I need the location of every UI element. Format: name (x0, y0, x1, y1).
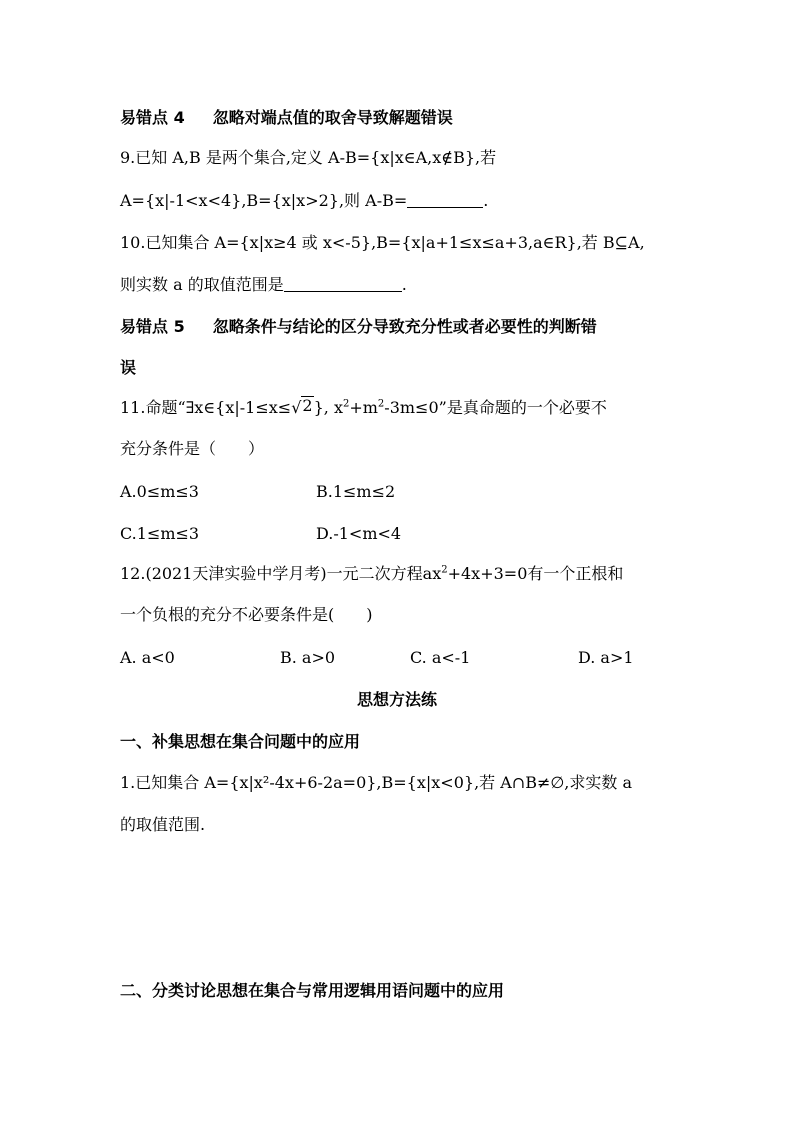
section-heading-5 (120, 315, 597, 339)
question-text: A={x|-1<x<4},B={x|x>2},则 A-B= (120, 191, 408, 210)
section-heading-5-cont: 误 (120, 358, 137, 377)
part-1-question-1-line-1: 1.已知集合 A={x|x²-4x+6-2a=0},B={x|x<0},若 A∩B≠∅,求实数 a (120, 773, 633, 792)
part-1-heading: 一、补集思想在集合问题中的应用 (120, 732, 361, 751)
question-9-line-1: 9.已知 A,B 是两个集合,定义 A-B={x|x∈A,x∉B},若 (120, 148, 497, 167)
section-title: 忽略对端点值的取舍导致解题错误 (212, 108, 453, 127)
section-label: 易错点 4 (120, 108, 185, 127)
question-12-line-2: 一个负根的充分不必要条件是( ) (120, 605, 373, 624)
question-12-line-1: 12.(2021天津实验中学月考)一元二次方程$ax^2+4x+3=0$有一个正根和 (120, 564, 624, 583)
option-c[interactable]: C. a<-1 (410, 648, 471, 667)
question-10-line-1: 10.已知集合 A={x|x≥4 或 x<-5},B={x|a+1≤x≤a+3,a∈R},若 B⊆A, (120, 233, 645, 252)
answer-blank[interactable] (407, 191, 483, 208)
question-10-line-2: 则实数 a 的取值范围是 . (120, 275, 407, 294)
sqrt-expression: √ 2 (291, 396, 313, 417)
question-11-line-2: 充分条件是（ ） (120, 439, 265, 458)
option-a[interactable]: A.0≤m≤3 (120, 482, 199, 501)
answer-blank[interactable] (284, 275, 402, 292)
question-text: 则实数 a 的取值范围是 (120, 275, 284, 294)
option-b[interactable]: B.1≤m≤2 (316, 482, 396, 501)
option-a[interactable]: A. a<0 (120, 648, 175, 667)
option-d[interactable]: D.-1<m<4 (316, 524, 402, 543)
part-2-heading: 二、分类讨论思想在集合与常用逻辑用语问题中的应用 (120, 981, 505, 1000)
part-1-question-1-line-2: 的取值范围. (120, 815, 206, 834)
method-practice-heading: 思想方法练 (356, 690, 437, 709)
option-c[interactable]: C.1≤m≤3 (120, 524, 200, 543)
section-heading-4 (120, 106, 453, 130)
section-label: 易错点 5 (120, 317, 185, 336)
section-title: 忽略条件与结论的区分导致充分性或者必要性的判断错 (212, 317, 597, 336)
question-11-line-1: 11.命题“∃x∈{x|-1≤x≤ √ 2 }, $x^2+m^2-3m\le 0$”是真命题的一个必要不 (120, 396, 607, 420)
option-d[interactable]: D. a>1 (578, 648, 634, 667)
option-b[interactable]: B. a>0 (280, 648, 336, 667)
question-9-line-2: A={x|-1<x<4},B={x|x>2},则 A-B= . (120, 191, 489, 210)
